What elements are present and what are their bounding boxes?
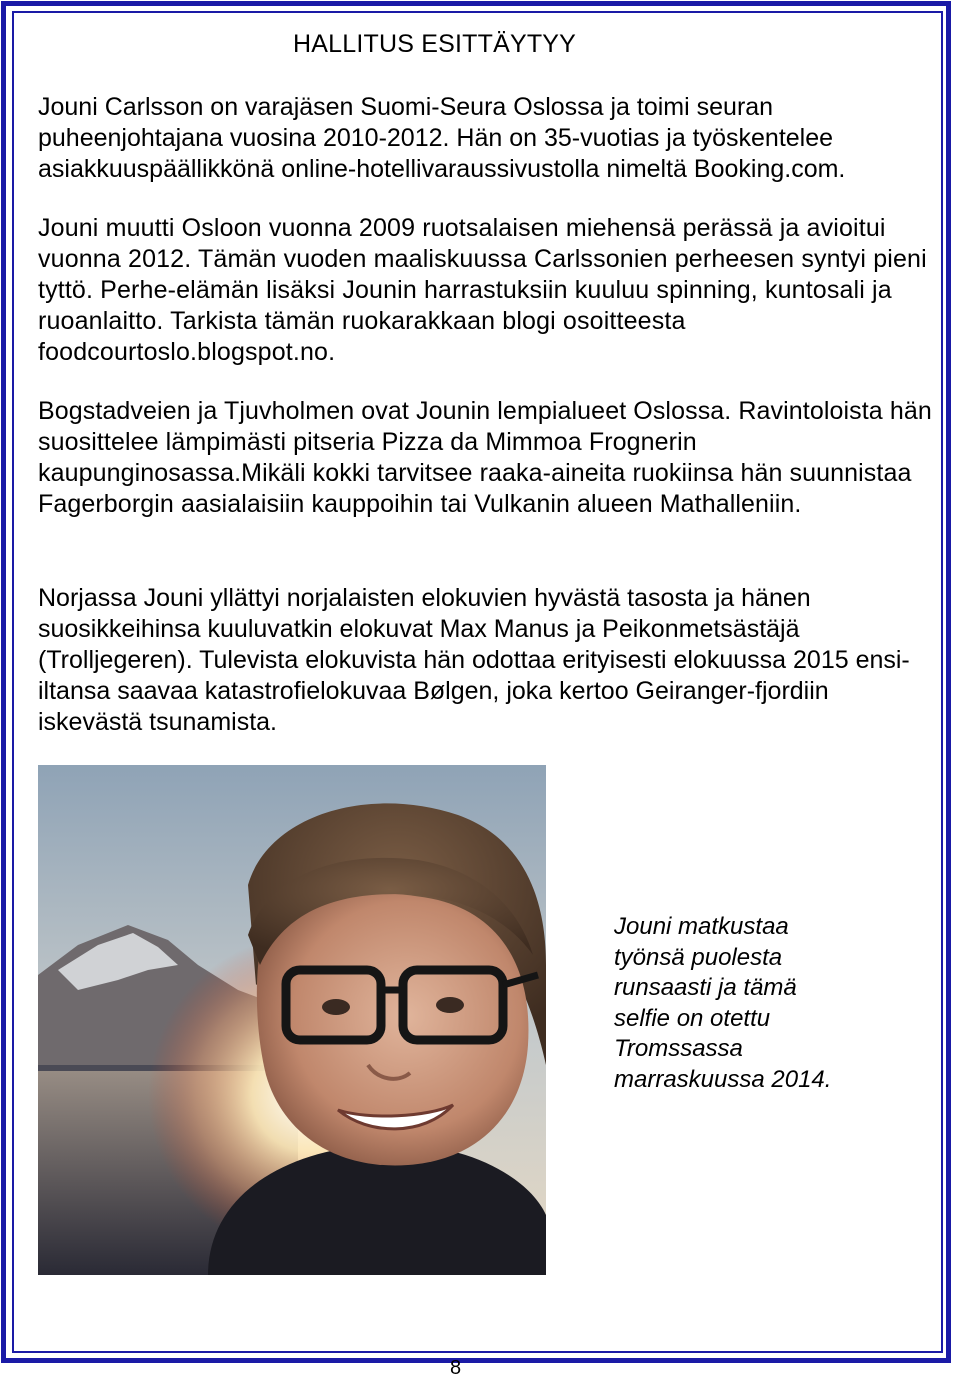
paragraph-oslo-favorites: Bogstadveien ja Tjuvholmen ovat Jounin lempialueet Oslossa. Ravintoloista hän suosittelee lämpimästi pitseria Pizza da Mimmoa Frognerin kaupunginosassa.Mikäli kokki tarvitsee raaka-aineita ruokiinsa hän suunnistaa Fagerborgin aasialaisiin kauppoihin tai Vulkanin alueen Mathalleniin. (38, 397, 932, 518)
paragraph-family: Jouni muutti Osloon vuonna 2009 ruotsalaisen miehensä perässä ja avioitui vuonna 2012. Tämän vuoden maaliskuussa Carlssonien perheesen syntyi pieni tyttö. Perhe-elämän lisäksi Jounin harrastuksiin kuuluu spinning, kuntosali ja ruoanlaitto. Tarkista tämän ruokarakkaan blogi osoitteesta foodcourtoslo.blogspot.no. (38, 214, 927, 366)
photo-caption: Jouni matkustaa työnsä puolesta runsaasti ja tämä selfie on otettu Tromssassa marraskuussa 2014. (614, 913, 832, 1093)
paragraph-films: Norjassa Jouni yllättyi norjalaisten elokuvien hyvästä tasosta ja hänen suosikkeihinsa kuuluvatkin elokuvat Max Manus ja Peikonmetsästäjä (Trolljegeren). Tulevista elokuvista hän odottaa erityisesti elokuussa 2015 ensi-iltansa saavaa katastrofielokuvaa Bølgen, joka kertoo Geiranger-fjordiin iskevästä tsunamista. (38, 584, 910, 736)
page-title: HALLITUS ESITTÄYTYY (293, 30, 577, 58)
selfie-photo (38, 765, 546, 1275)
page-number: 8 (450, 1357, 462, 1379)
paragraph-intro: Jouni Carlsson on varajäsen Suomi-Seura Oslossa ja toimi seuran puheenjohtajana vuosina 2010-2012. Hän on 35-vuotias ja työskentelee asiakkuuspäällikkönä online-hotellivaraussivustolla nimeltä Booking.com. (38, 93, 846, 183)
